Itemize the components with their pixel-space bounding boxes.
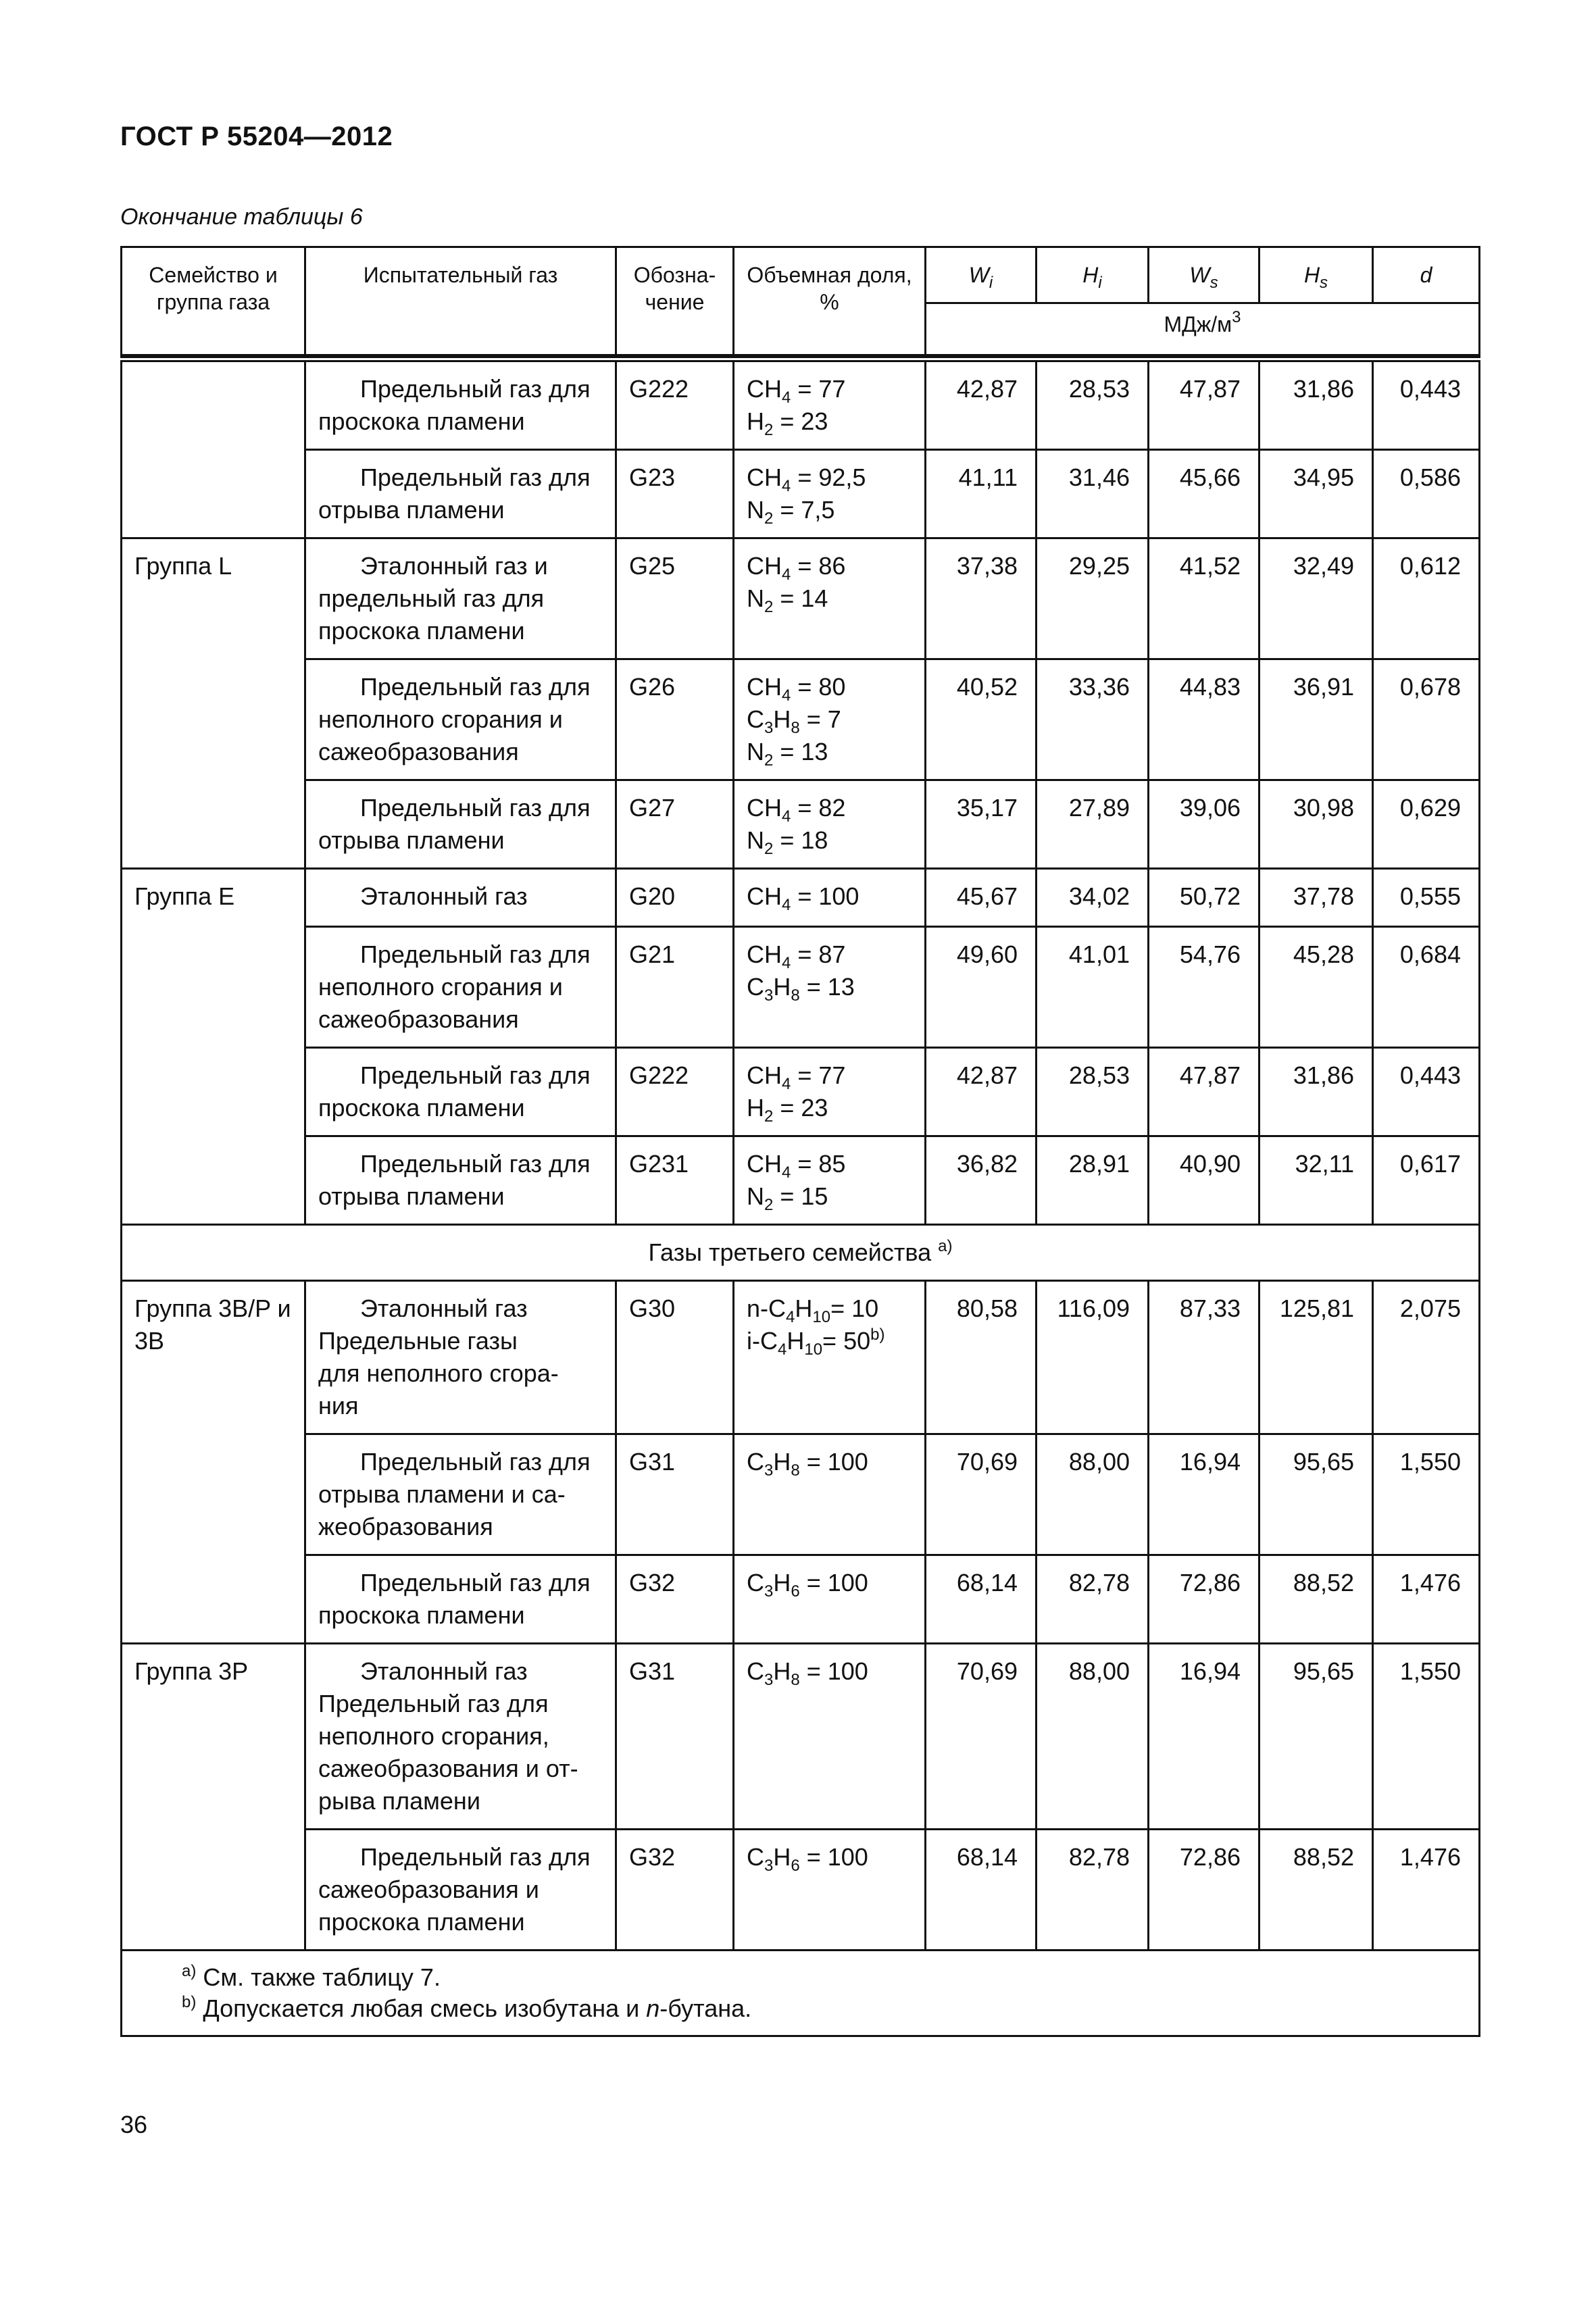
designation-cell: G222 [616, 359, 734, 450]
composition-line: $CH_4 = 80$ [747, 673, 846, 705]
value-wi: 37,38 [926, 538, 1037, 659]
gas-line: Эталонный газ [360, 1294, 528, 1322]
composition-line: $N_2 = 14$ [747, 584, 828, 616]
designation-cell: G26 [616, 659, 734, 780]
value-ws: 72,86 [1149, 1555, 1260, 1644]
value-ws: 72,86 [1149, 1830, 1260, 1951]
gas-line: для неполного сгора- [318, 1359, 559, 1387]
value-ws: 54,76 [1149, 927, 1260, 1048]
gas-line: Предельный газ для [360, 940, 591, 968]
value-ws: 44,83 [1149, 659, 1260, 780]
value-hs: 32,11 [1260, 1136, 1373, 1225]
designation-cell: G27 [616, 780, 734, 869]
table-row [122, 1048, 1480, 1136]
gas-line: Эталонный газ [360, 882, 528, 910]
designation-cell: G30 [616, 1281, 734, 1434]
gas-line: Предельный газ для [360, 1448, 591, 1476]
table-row [122, 450, 1480, 538]
col-header-volume: Объемная доля, % [734, 247, 926, 355]
group-cell: Группа 3P [122, 1644, 305, 1951]
value-wi: 68,14 [926, 1830, 1037, 1951]
col-header-ws: $W_s$ [1149, 247, 1260, 303]
gas-line: Предельный газ для [360, 794, 591, 822]
gas-line: неполного сгорания и [318, 973, 563, 1001]
designation-cell: G32 [616, 1555, 734, 1644]
composition-line: $C_3H_8 = 100$ [747, 1657, 868, 1689]
value-hs: 32,49 [1260, 538, 1373, 659]
composition-cell [734, 869, 926, 927]
value-ws: 40,90 [1149, 1136, 1260, 1225]
value-wi: 42,87 [926, 1048, 1037, 1136]
gas-line: Предельный газ для [360, 1061, 591, 1089]
composition-line: $C_3H_8 = 7$ [747, 705, 841, 737]
gas-line: Предельный газ для [360, 375, 591, 403]
col-header-hs: $H_s$ [1260, 247, 1373, 303]
composition-cell [734, 1136, 926, 1225]
value-d: 1,550 [1373, 1434, 1480, 1555]
gas-line: проскока пламени [318, 1908, 525, 1936]
table-row [122, 1434, 1480, 1555]
composition-line: $CH_4 = 87$ [747, 940, 846, 972]
value-hi: 31,46 [1037, 450, 1149, 538]
section-row-third-family [122, 1225, 1480, 1281]
value-d: 0,586 [1373, 450, 1480, 538]
composition-line: $N_2 = 15$ [747, 1182, 828, 1214]
value-hi: 28,53 [1037, 359, 1149, 450]
gas-line: Предельный газ для [360, 673, 591, 701]
col-header-hi: $H_i$ [1037, 247, 1149, 303]
value-wi: 49,60 [926, 927, 1037, 1048]
designation-cell: G20 [616, 869, 734, 927]
designation-cell: G25 [616, 538, 734, 659]
gas-line: проскока пламени [318, 1601, 525, 1629]
value-d: 0,617 [1373, 1136, 1480, 1225]
composition-cell [734, 1830, 926, 1951]
value-ws: 16,94 [1149, 1434, 1260, 1555]
gas-cell [305, 1048, 616, 1136]
gas-cell [305, 1281, 616, 1434]
value-wi: 40,52 [926, 659, 1037, 780]
gas-cell [305, 927, 616, 1048]
value-ws: 47,87 [1149, 359, 1260, 450]
composition-cell [734, 780, 926, 869]
value-hi: 116,09 [1037, 1281, 1149, 1434]
table-row [122, 927, 1480, 1048]
composition-cell [734, 359, 926, 450]
gas-line: Предельный газ для [360, 1150, 591, 1178]
value-hi: 27,89 [1037, 780, 1149, 869]
value-d: 1,476 [1373, 1830, 1480, 1951]
gas-cell [305, 359, 616, 450]
value-hs: 88,52 [1260, 1555, 1373, 1644]
value-hs: 45,28 [1260, 927, 1373, 1048]
composition-line: $CH_4 = 77$ [747, 1061, 846, 1093]
table-row [122, 1555, 1480, 1644]
composition-cell [734, 1555, 926, 1644]
composition-line: $CH_4 = 77$ [747, 375, 846, 407]
col-header-family: Семейство и группа газа [122, 247, 305, 355]
value-wi: 35,17 [926, 780, 1037, 869]
composition-line: $i-C_4H_{10}= 50^{b)}$ [747, 1326, 885, 1359]
value-hs: 30,98 [1260, 780, 1373, 869]
gas-line: ния [318, 1392, 359, 1419]
gas-line: сажеобразования [318, 738, 519, 765]
value-hs: 36,91 [1260, 659, 1373, 780]
table-row [122, 538, 1480, 659]
gas-cell [305, 450, 616, 538]
gas-line: жеобразования [318, 1513, 493, 1540]
value-wi: 80,58 [926, 1281, 1037, 1434]
header-row [122, 247, 1480, 303]
gas-line: отрыва пламени [318, 826, 505, 854]
designation-cell: G31 [616, 1434, 734, 1555]
composition-cell [734, 1281, 926, 1434]
composition-cell [734, 450, 926, 538]
gas-line: отрыва пламени [318, 496, 505, 524]
composition-cell [734, 1434, 926, 1555]
value-hs: 125,81 [1260, 1281, 1373, 1434]
designation-cell: G222 [616, 1048, 734, 1136]
gas-line: Предельный газ для [318, 1690, 549, 1717]
group-cell [122, 359, 305, 538]
value-d: 1,476 [1373, 1555, 1480, 1644]
composition-line: $C_3H_8 = 13$ [747, 973, 855, 1005]
gas-cell [305, 1644, 616, 1830]
composition-line: $C_3H_8 = 100$ [747, 1448, 868, 1480]
value-hs: 88,52 [1260, 1830, 1373, 1951]
table-row [122, 1644, 1480, 1830]
composition-line: $CH_4 = 92,5$ [747, 463, 866, 495]
gas-cell [305, 869, 616, 927]
value-hs: 95,65 [1260, 1434, 1373, 1555]
designation-cell: G23 [616, 450, 734, 538]
gas-line: сажеобразования и от- [318, 1755, 578, 1782]
composition-line: $N_2 = 18$ [747, 826, 828, 858]
group-cell: Группа 3B/P и 3B [122, 1281, 305, 1644]
footnotes-cell [122, 1951, 1480, 2036]
value-hi: 29,25 [1037, 538, 1149, 659]
gas-line: Эталонный газ и [360, 552, 548, 580]
gas-line: рыва пламени [318, 1787, 480, 1815]
value-ws: 50,72 [1149, 869, 1260, 927]
composition-cell [734, 927, 926, 1048]
value-d: 0,443 [1373, 359, 1480, 450]
designation-cell: G32 [616, 1830, 734, 1951]
value-ws: 39,06 [1149, 780, 1260, 869]
composition-line: $n-C_4H_{10}= 10$ [747, 1294, 879, 1326]
table-row [122, 1281, 1480, 1434]
value-d: 1,550 [1373, 1644, 1480, 1830]
value-wi: 45,67 [926, 869, 1037, 927]
composition-line: $N_2 = 7,5$ [747, 496, 835, 528]
value-wi: 42,87 [926, 359, 1037, 450]
table-row [122, 659, 1480, 780]
value-wi: 70,69 [926, 1644, 1037, 1830]
table-caption: Окончание таблицы 6 [120, 204, 363, 230]
value-ws: 41,52 [1149, 538, 1260, 659]
value-d: 0,629 [1373, 780, 1480, 869]
composition-line: $CH_4 = 100$ [747, 882, 859, 914]
composition-cell [734, 1048, 926, 1136]
page-number: 36 [120, 2111, 148, 2138]
value-ws: 16,94 [1149, 1644, 1260, 1830]
value-d: 0,443 [1373, 1048, 1480, 1136]
composition-line: $H_2 = 23$ [747, 407, 828, 439]
value-hi: 88,00 [1037, 1644, 1149, 1830]
gas-cell [305, 780, 616, 869]
table-row [122, 780, 1480, 869]
value-d: 0,684 [1373, 927, 1480, 1048]
gas-line: проскока пламени [318, 617, 525, 645]
value-d: 0,555 [1373, 869, 1480, 927]
col-header-d: d [1373, 247, 1480, 303]
gas-line: отрыва пламени и са- [318, 1480, 566, 1508]
value-hs: 34,95 [1260, 450, 1373, 538]
designation-cell: G31 [616, 1644, 734, 1830]
gas-line: проскока пламени [318, 1094, 525, 1122]
value-wi: 68,14 [926, 1555, 1037, 1644]
value-hi: 82,78 [1037, 1830, 1149, 1951]
value-d: 0,612 [1373, 538, 1480, 659]
designation-cell: G21 [616, 927, 734, 1048]
gas-line: неполного сгорания и [318, 705, 563, 733]
gas-line: предельный газ для [318, 584, 545, 612]
value-d: 0,678 [1373, 659, 1480, 780]
table-row [122, 1830, 1480, 1951]
table-row [122, 869, 1480, 927]
value-ws: 47,87 [1149, 1048, 1260, 1136]
composition-cell [734, 1644, 926, 1830]
composition-line: $CH_4 = 86$ [747, 552, 846, 584]
gas-cell [305, 1136, 616, 1225]
value-wi: 70,69 [926, 1434, 1037, 1555]
gas-line: Предельный газ для [360, 1843, 591, 1871]
gas-line: проскока пламени [318, 407, 525, 435]
table-body [122, 359, 1480, 2036]
col-header-designation: Обозна-чение [616, 247, 734, 355]
gas-line: сажеобразования и [318, 1876, 539, 1903]
value-d: 2,075 [1373, 1281, 1480, 1434]
value-ws: 87,33 [1149, 1281, 1260, 1434]
col-header-wi: $W_i$ [926, 247, 1037, 303]
gas-cell [305, 659, 616, 780]
composition-line: $N_2 = 13$ [747, 738, 828, 770]
section-heading: Газы третьего семейства $^{a)}$ [122, 1225, 1480, 1281]
gas-cell [305, 1555, 616, 1644]
value-hs: 95,65 [1260, 1644, 1373, 1830]
value-hs: 37,78 [1260, 869, 1373, 927]
value-hi: 28,53 [1037, 1048, 1149, 1136]
value-hi: 33,36 [1037, 659, 1149, 780]
gas-line: Эталонный газ [360, 1657, 528, 1685]
value-hi: 41,01 [1037, 927, 1149, 1048]
composition-line: $C_3H_6 = 100$ [747, 1569, 868, 1601]
units-label: МДж/$м^3$ [926, 303, 1480, 355]
composition-cell [734, 538, 926, 659]
value-hi: 88,00 [1037, 1434, 1149, 1555]
gas-cell [305, 538, 616, 659]
gas-line: Предельный газ для [360, 1569, 591, 1596]
gas-line: неполного сгорания, [318, 1722, 549, 1750]
gas-properties-table [120, 246, 1480, 2037]
composition-line: $CH_4 = 85$ [747, 1150, 846, 1182]
value-hs: 31,86 [1260, 359, 1373, 450]
gas-line: Предельный газ для [360, 463, 591, 491]
value-ws: 45,66 [1149, 450, 1260, 538]
col-header-gas: Испытательный газ [305, 247, 616, 355]
value-hi: 82,78 [1037, 1555, 1149, 1644]
gas-line: сажеобразования [318, 1005, 519, 1033]
designation-cell: G231 [616, 1136, 734, 1225]
gas-line: Предельные газы [318, 1327, 518, 1355]
value-hi: 34,02 [1037, 869, 1149, 927]
value-hs: 31,86 [1260, 1048, 1373, 1136]
composition-line: $H_2 = 23$ [747, 1094, 828, 1126]
footnote-a: $^{a)}$ См. также таблицу 7. [182, 1962, 441, 1991]
footnote-b: $^{b)}$ Допускается любая смесь изобутана и n-бутана. [182, 1993, 752, 2022]
value-hi: 28,91 [1037, 1136, 1149, 1225]
composition-cell [734, 659, 926, 780]
gas-line: отрыва пламени [318, 1182, 505, 1210]
group-cell: Группа E [122, 869, 305, 1225]
group-cell: Группа L [122, 538, 305, 869]
gas-cell [305, 1434, 616, 1555]
value-wi: 41,11 [926, 450, 1037, 538]
footnotes-row [122, 1951, 1480, 2036]
composition-line: $C_3H_6 = 100$ [747, 1843, 868, 1875]
composition-line: $CH_4 = 82$ [747, 794, 846, 826]
document-code: ГОСТ Р 55204—2012 [120, 122, 393, 151]
table-row [122, 1136, 1480, 1225]
table-row [122, 359, 1480, 450]
value-wi: 36,82 [926, 1136, 1037, 1225]
gas-cell [305, 1830, 616, 1951]
